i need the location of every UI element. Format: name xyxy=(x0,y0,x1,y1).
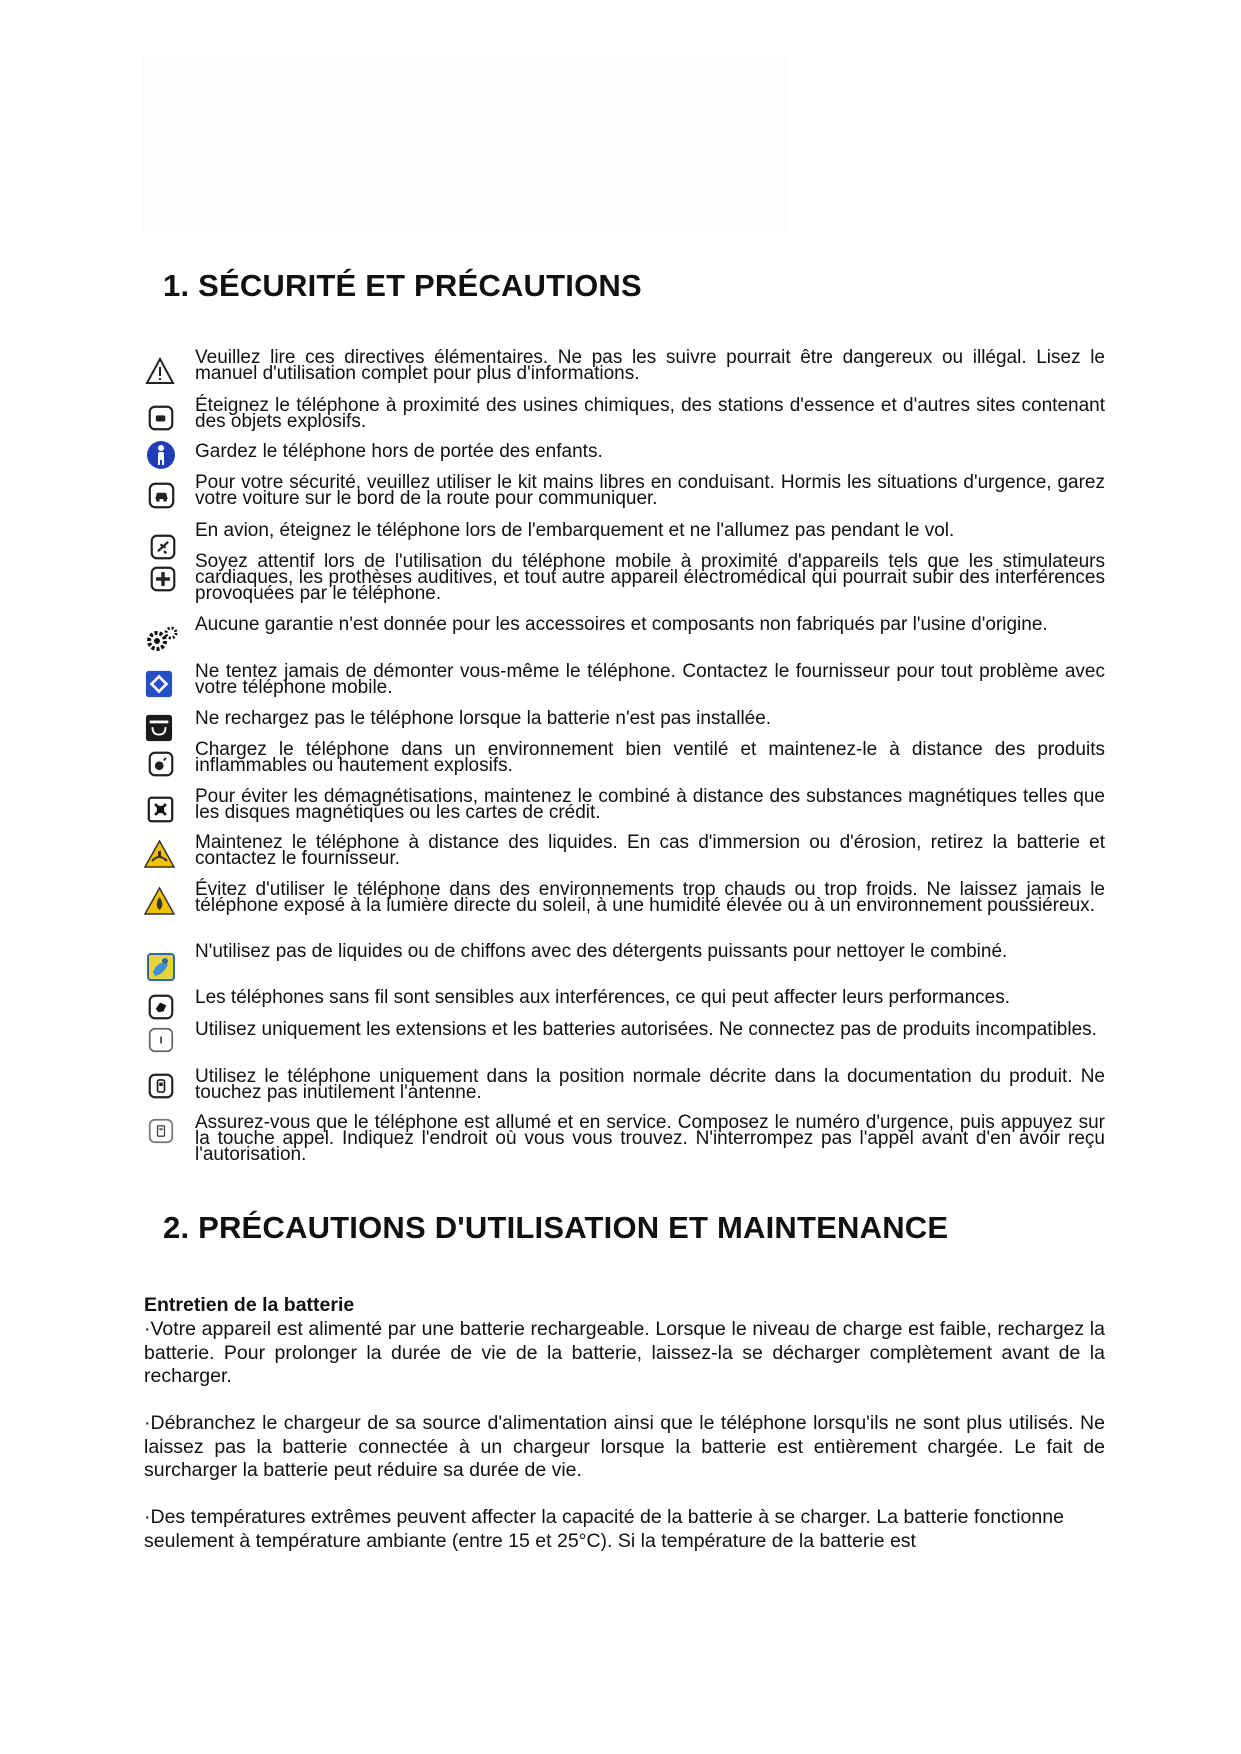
rule-text: N'utilisez pas de liquides ou de chiffons avec des détergents puissants pour nettoyer le combiné. xyxy=(195,941,1008,962)
flammable-icon xyxy=(148,751,174,777)
rule-text: Utilisez le téléphone uniquement dans la position normale décrite dans la documentation du produit. Ne touchez pas inutilement l'antenne. xyxy=(195,1066,1105,1103)
battery-paragraph: ·Des températures extrêmes peuvent affecter la capacité de la batterie à se charger. La batterie fonctionne seulement à température ambiante (entre 15 et 25°C). Si la température de la batterie est xyxy=(144,1506,1064,1552)
rule-text: Évitez d'utiliser le téléphone dans des environnements trop chauds ou trop froids. Ne laissez jamais le téléphone exposé à la lumière directe du soleil, à une humidité élevée ou à un environnement poussiéreux. xyxy=(195,879,1105,916)
header-image-area xyxy=(142,55,787,233)
section-2-title: 2. PRÉCAUTIONS D'UTILISATION ET MAINTENANCE xyxy=(163,1210,949,1245)
cleaning-icon xyxy=(146,952,176,982)
emergency-call-icon xyxy=(148,1118,174,1144)
medical-cross-icon xyxy=(150,566,176,592)
rule-text: Ne tentez jamais de démonter vous-même le téléphone. Contactez le fournisseur pour tout problème avec votre téléphone mobile. xyxy=(195,661,1105,698)
rule-text: Les téléphones sans fil sont sensibles aux interférences, ce qui peut affecter leurs performances. xyxy=(195,987,1010,1008)
rule-text: Gardez le téléphone hors de portée des enfants. xyxy=(195,441,603,462)
section-1-title: 1. SÉCURITÉ ET PRÉCAUTIONS xyxy=(163,268,642,303)
interference-icon xyxy=(148,994,174,1020)
rule-text: En avion, éteignez le téléphone lors de l'embarquement et ne l'allumez pas pendant le vol. xyxy=(195,520,955,541)
rule-text: Chargez le téléphone dans un environnement bien ventilé et maintenez-le à distance des produits inflammables ou hautement explosifs. xyxy=(195,739,1105,776)
child-icon xyxy=(146,440,176,470)
rule-text: Pour votre sécurité, veuillez utiliser le kit mains libres en conduisant. Hormis les situations d'urgence, garez votre voiture sur le bord de la route pour communiquer. xyxy=(195,472,1105,509)
antenna-icon xyxy=(148,1073,174,1099)
warning-triangle-icon xyxy=(145,356,175,386)
rule-text: Assurez-vous que le téléphone est allumé et en service. Composez le numéro d'urgence, puis appuyez sur la touche appel. Indiquez l'endroit où vous vous trouvez. N'interrompez pas l'appel avant d'en avoir reçu l'autorisation. xyxy=(195,1112,1105,1165)
rule-text: Veuillez lire ces directives élémentaires. Ne pas les suivre pourrait être dangereux ou illégal. Lisez le manuel d'utilisation complet pour plus d'informations. xyxy=(195,347,1105,384)
battery-paragraph: ·Débranchez le chargeur de sa source d'alimentation ainsi que le téléphone lorsqu'ils ne sont plus utilisés. Ne laissez pas la batterie connectée à un chargeur lorsque la batterie est entièrement chargée. Le fait de surcharger la batterie peut réduire sa durée de vie. xyxy=(144,1412,1105,1481)
rule-text: Pour éviter les démagnétisations, maintenez le combiné à distance des substances magnétiques telles que les disques magnétiques ou les cartes de crédit. xyxy=(195,786,1105,823)
heat-warning-icon xyxy=(143,886,176,916)
rule-text: Éteignez le téléphone à proximité des usines chimiques, des stations d'essence et d'autres sites contenant des objets explosifs. xyxy=(195,395,1105,432)
battery-paragraph: ·Votre appareil est alimenté par une batterie rechargeable. Lorsque le niveau de charge est faible, rechargez la batterie. Pour prolonger la durée de vie de la batterie, laissez-la se décharger complètement avant de la recharger. xyxy=(144,1318,1105,1387)
accessory-icon xyxy=(148,1027,174,1053)
battery-charge-icon xyxy=(145,714,173,742)
rule-text: Ne rechargez pas le téléphone lorsque la batterie n'est pas installée. xyxy=(195,708,772,729)
rule-text: Aucune garantie n'est donnée pour les accessoires et composants non fabriqués par l'usine d'origine. xyxy=(195,614,1048,635)
rule-text: Utilisez uniquement les extensions et les batteries autorisées. Ne connectez pas de produits incompatibles. xyxy=(195,1019,1097,1040)
gears-icon xyxy=(145,624,179,654)
car-icon xyxy=(148,482,175,509)
airplane-icon xyxy=(150,534,176,560)
magnet-icon xyxy=(147,796,174,823)
tools-icon xyxy=(145,670,173,698)
liquid-warning-icon xyxy=(143,839,176,869)
battery-care-subtitle: Entretien de la batterie xyxy=(144,1294,355,1316)
rule-text: Maintenez le téléphone à distance des liquides. En cas d'immersion ou d'érosion, retirez la batterie et contactez le fournisseur. xyxy=(195,832,1105,869)
phone-off-icon xyxy=(148,405,174,431)
rule-text: Soyez attentif lors de l'utilisation du téléphone mobile à proximité d'appareils tels que les stimulateurs cardiaques, les prothèses auditives, et tout autre appareil électromédical qui pourrait subir des interférences provoquées par le téléphone. xyxy=(195,551,1105,604)
